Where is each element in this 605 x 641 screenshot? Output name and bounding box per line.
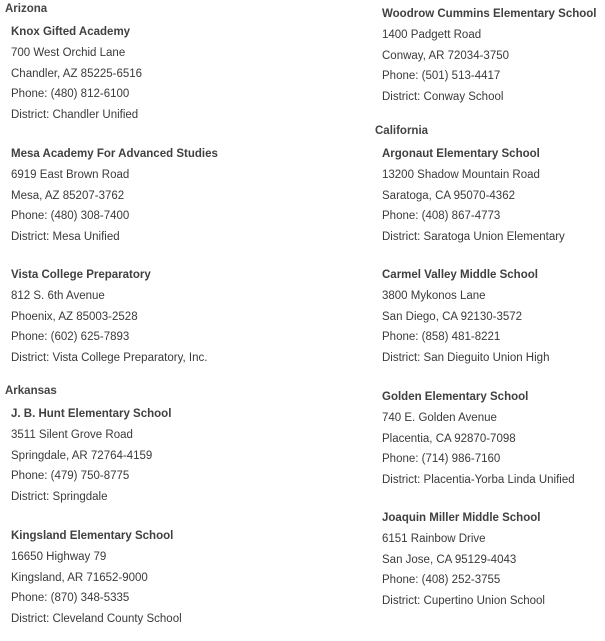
school-city: Conway, AR 72034-3750 [382, 49, 510, 62]
school-street: 13200 Shadow Mountain Road [382, 168, 540, 181]
school-name: Joaquin Miller Middle School [382, 512, 541, 524]
school-street: 3511 Silent Grove Road [11, 428, 133, 441]
state-heading-arkansas: Arkansas [5, 385, 57, 397]
school-phone: Phone: (408) 252-3755 [382, 574, 501, 587]
school-phone: Phone: (480) 812-6100 [11, 88, 130, 101]
school-phone: Phone: (602) 625-7893 [11, 331, 130, 344]
school-street: 6151 Rainbow Drive [382, 532, 486, 545]
school-street: 6919 East Brown Road [11, 168, 130, 181]
school-street: 740 E. Golden Avenue [382, 411, 497, 424]
school-city: Kingsland, AR 71652-9000 [11, 571, 148, 584]
school-phone: Phone: (714) 986-7160 [382, 453, 501, 466]
school-name: Mesa Academy For Advanced Studies [11, 148, 218, 160]
school-phone: Phone: (408) 867-4773 [382, 210, 501, 223]
school-street: 812 S. 6th Avenue [11, 289, 105, 302]
school-entry [11, 404, 241, 508]
school-district: District: Cleveland County School [11, 613, 182, 626]
school-name: Woodrow Cummins Elementary School [382, 8, 597, 20]
state-heading-arizona: Arizona [5, 3, 48, 15]
state-heading-california: California [375, 125, 429, 137]
school-district: District: Conway School [382, 91, 504, 104]
school-street: 3800 Mykonos Lane [382, 289, 486, 302]
school-name: Carmel Valley Middle School [382, 269, 538, 281]
school-phone: Phone: (858) 481-8221 [382, 331, 501, 344]
school-name: Knox Gifted Academy [11, 26, 131, 38]
school-city: San Diego, CA 92130-3572 [382, 310, 523, 323]
school-entry [11, 265, 241, 369]
school-street: 1400 Padgett Road [382, 28, 482, 41]
school-city: Chandler, AZ 85225-6516 [11, 67, 143, 80]
school-entry [11, 144, 241, 248]
school-city: Placentia, CA 92870-7098 [382, 432, 516, 445]
school-street: 16650 Highway 79 [11, 550, 107, 563]
school-city: Saratoga, CA 95070-4362 [382, 189, 515, 202]
school-entry [382, 265, 605, 369]
school-name: J. B. Hunt Elementary School [11, 408, 172, 420]
school-entry [11, 22, 241, 126]
school-district: District: Placentia-Yorba Linda Unified [382, 474, 575, 487]
school-name: Vista College Preparatory [11, 269, 151, 281]
school-entry [11, 526, 241, 630]
school-phone: Phone: (870) 348-5335 [11, 592, 130, 605]
school-city: Mesa, AZ 85207-3762 [11, 189, 125, 202]
school-entry [382, 508, 605, 612]
school-city: Phoenix, AZ 85003-2528 [11, 310, 138, 323]
school-entry [382, 144, 605, 248]
school-street: 700 West Orchid Lane [11, 46, 126, 59]
school-city: San Jose, CA 95129-4043 [382, 553, 517, 566]
school-phone: Phone: (501) 513-4417 [382, 70, 501, 83]
school-phone: Phone: (479) 750-8775 [11, 470, 130, 483]
school-district: District: Mesa Unified [11, 231, 120, 244]
school-district: District: Saratoga Union Elementary [382, 231, 565, 244]
school-name: Argonaut Elementary School [382, 148, 540, 160]
school-district: District: San Dieguito Union High [382, 352, 550, 365]
school-district: District: Springdale [11, 491, 108, 504]
school-name: Golden Elementary School [382, 391, 529, 403]
school-name: Kingsland Elementary School [11, 530, 174, 542]
school-city: Springdale, AR 72764-4159 [11, 449, 153, 462]
school-entry [382, 387, 605, 491]
school-district: District: Vista College Preparatory, Inc. [11, 352, 208, 365]
school-district: District: Chandler Unified [11, 109, 139, 122]
school-phone: Phone: (480) 308-7400 [11, 210, 130, 223]
school-entry [382, 4, 605, 108]
school-district: District: Cupertino Union School [382, 595, 545, 608]
